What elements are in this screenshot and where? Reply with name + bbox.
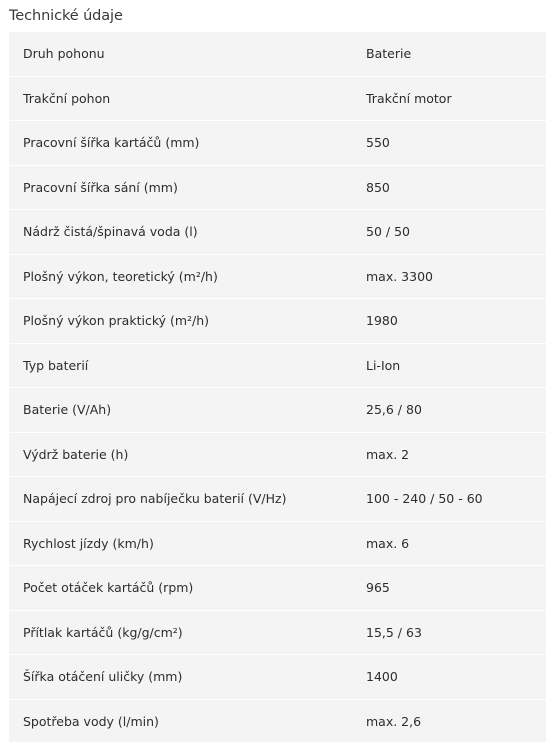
spec-value: max. 3300: [366, 268, 433, 284]
spec-row: [9, 77, 546, 122]
spec-row: [9, 700, 546, 742]
spec-row: [9, 388, 546, 433]
spec-row: [9, 299, 546, 344]
spec-label: Baterie (V/Ah): [23, 402, 112, 418]
spec-row: [9, 566, 546, 611]
spec-value: max. 6: [366, 535, 410, 551]
spec-value: 850: [366, 179, 390, 195]
spec-value: 965: [366, 580, 390, 596]
spec-row: [9, 611, 546, 656]
spec-value: Li-Ion: [366, 357, 401, 373]
spec-label: Počet otáček kartáčů (rpm): [23, 580, 194, 596]
spec-label: Typ baterií: [23, 357, 89, 373]
spec-row: [9, 522, 546, 567]
spec-label: Napájecí zdroj pro nabíječku baterií (V/Hz): [23, 491, 287, 507]
spec-value: max. 2: [366, 446, 410, 462]
spec-label: Rychlost jízdy (km/h): [23, 535, 154, 551]
spec-row: [9, 32, 546, 77]
spec-label: Pracovní šířka kartáčů (mm): [23, 135, 200, 151]
spec-row: [9, 210, 546, 255]
spec-label: Výdrž baterie (h): [23, 446, 129, 462]
spec-label: Přítlak kartáčů (kg/g/cm²): [23, 624, 183, 640]
section-title: Technické údaje: [9, 8, 123, 24]
spec-value: 50 / 50: [366, 224, 410, 240]
spec-label: Pracovní šířka sání (mm): [23, 179, 178, 195]
spec-row: [9, 166, 546, 211]
spec-value: Trakční motor: [366, 90, 452, 106]
spec-value: 550: [366, 135, 390, 151]
spec-label: Plošný výkon, teoretický (m²/h): [23, 268, 218, 284]
spec-value: 15,5 / 63: [366, 624, 422, 640]
spec-value: 100 - 240 / 50 - 60: [366, 491, 483, 507]
spec-label: Spotřeba vody (l/min): [23, 713, 159, 729]
spec-row: [9, 477, 546, 522]
spec-row: [9, 344, 546, 389]
spec-row: [9, 255, 546, 300]
spec-label: Šířka otáčení uličky (mm): [23, 669, 183, 685]
spec-value: Baterie: [366, 46, 412, 62]
specs-table: [9, 32, 546, 742]
spec-value: 25,6 / 80: [366, 402, 422, 418]
spec-label: Druh pohonu: [23, 46, 105, 62]
spec-row: [9, 433, 546, 478]
spec-value: 1980: [366, 313, 398, 329]
spec-row: [9, 655, 546, 700]
spec-value: 1400: [366, 669, 398, 685]
spec-label: Trakční pohon: [23, 90, 111, 106]
spec-value: max. 2,6: [366, 713, 422, 729]
spec-label: Nádrž čistá/špinavá voda (l): [23, 224, 198, 240]
spec-row: [9, 121, 546, 166]
spec-label: Plošný výkon praktický (m²/h): [23, 313, 210, 329]
